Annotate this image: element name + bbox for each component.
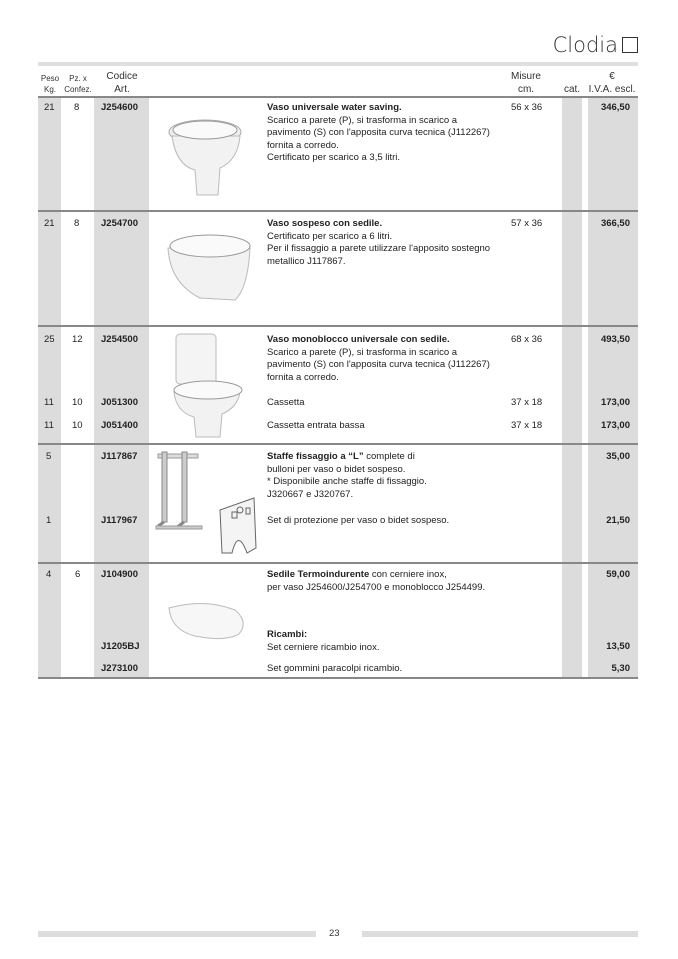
peso: 21 [44,218,55,229]
header-price: € I.V.A. escl. [588,71,636,95]
description: Ricambi: Set cerniere ricambio inox. [267,629,380,653]
price: 346,50 [600,102,630,113]
price: 173,00 [600,397,630,408]
price: 366,50 [600,218,630,229]
peso: 11 [44,397,54,408]
description: Set di protezione per vaso o bidet sospeso. [267,515,450,526]
footer-bar-left [38,931,316,937]
peso: 25 [44,334,55,345]
code: J051300 [101,397,138,408]
price: 13,50 [606,641,630,652]
toilet-wall-hung-image [160,228,255,308]
row-divider [38,562,638,564]
code: J117967 [101,515,138,526]
description: Sedile Termoindurente con cerniere inox, per vaso J254600/J254700 e monoblocco J254499. [267,569,486,593]
toilet-seat-image [165,600,250,645]
square-icon [622,37,638,53]
price-column-bg [588,66,638,678]
misure: 56 x 36 [511,102,543,113]
row-divider [38,677,638,679]
pz: 8 [74,102,80,113]
price: 5,30 [611,663,630,674]
description: Cassetta [267,397,305,408]
description: Cassetta entrata bassa [267,420,365,431]
row-divider [38,210,638,212]
peso: 21 [44,102,55,113]
code: J117867 [101,451,138,462]
pz: 8 [74,218,80,229]
misure: 37 x 18 [511,420,543,431]
row-divider [38,96,638,98]
toilet-floor-image [160,110,250,200]
mounting-brackets-image [152,448,262,558]
price: 59,00 [606,569,630,580]
toilet-close-coupled-image [168,332,248,440]
description: Vaso sospeso con sedile. Certificato per scarico a 6 litri. Per il fissaggio a parete utilizzare l'apposito sostegno metallico J117867. [267,218,491,267]
row-divider [38,443,638,445]
peso-column-bg [38,66,61,678]
peso: 5 [46,451,52,462]
header-peso: Peso Kg. [40,74,60,94]
misure: 68 x 36 [511,334,543,345]
description: Set gommini paracolpi ricambio. [267,663,403,674]
description: Staffe fissaggio a “L” complete di bulloni per vaso o bidet sospeso. * Disponibile anche staffe di fissaggio. J320667 e J320767. [267,451,427,500]
pz: 10 [72,420,83,431]
codice-column-bg [94,66,149,678]
code: J273100 [101,663,138,674]
price: 35,00 [606,451,630,462]
code: J254700 [101,218,138,229]
header-cat: cat. [563,84,581,95]
code: J051400 [101,420,138,431]
cat-column-bg [562,66,582,678]
page-number: 23 [329,928,340,939]
pz: 10 [72,397,83,408]
code: J104900 [101,569,138,580]
peso: 4 [46,569,52,580]
code: J254600 [101,102,138,113]
row-divider [38,325,638,327]
pz: 12 [72,334,83,345]
description: Vaso monoblocco universale con sedile. Scarico a parete (P), si trasforma in scarico a pavimento (S) con l'apposita curva tecnica (J112267) fornita a corredo. [267,334,490,383]
peso: 1 [46,515,52,526]
peso: 11 [44,420,54,431]
pz: 6 [75,569,81,580]
description: Vaso universale water saving. Scarico a parete (P), si trasforma in scarico a pavimento (S) con l'apposita curva tecnica (J112267) fornita a corredo. Certificato per scarico a 3,5 litri. [267,102,490,163]
misure: 37 x 18 [511,397,543,408]
header-misure: Misure cm. [510,71,541,95]
price: 21,50 [606,515,630,526]
header-pz: Pz. x Confez. [64,74,92,94]
footer-bar-right [362,931,638,937]
header-codice: Codice Art. [106,71,138,95]
price: 493,50 [600,334,630,345]
misure: 57 x 36 [511,218,543,229]
brand-name: Clodia [552,33,618,57]
price: 173,00 [600,420,630,431]
code: J1205BJ [101,641,140,652]
brand-title [553,33,638,57]
code: J254500 [101,334,138,345]
